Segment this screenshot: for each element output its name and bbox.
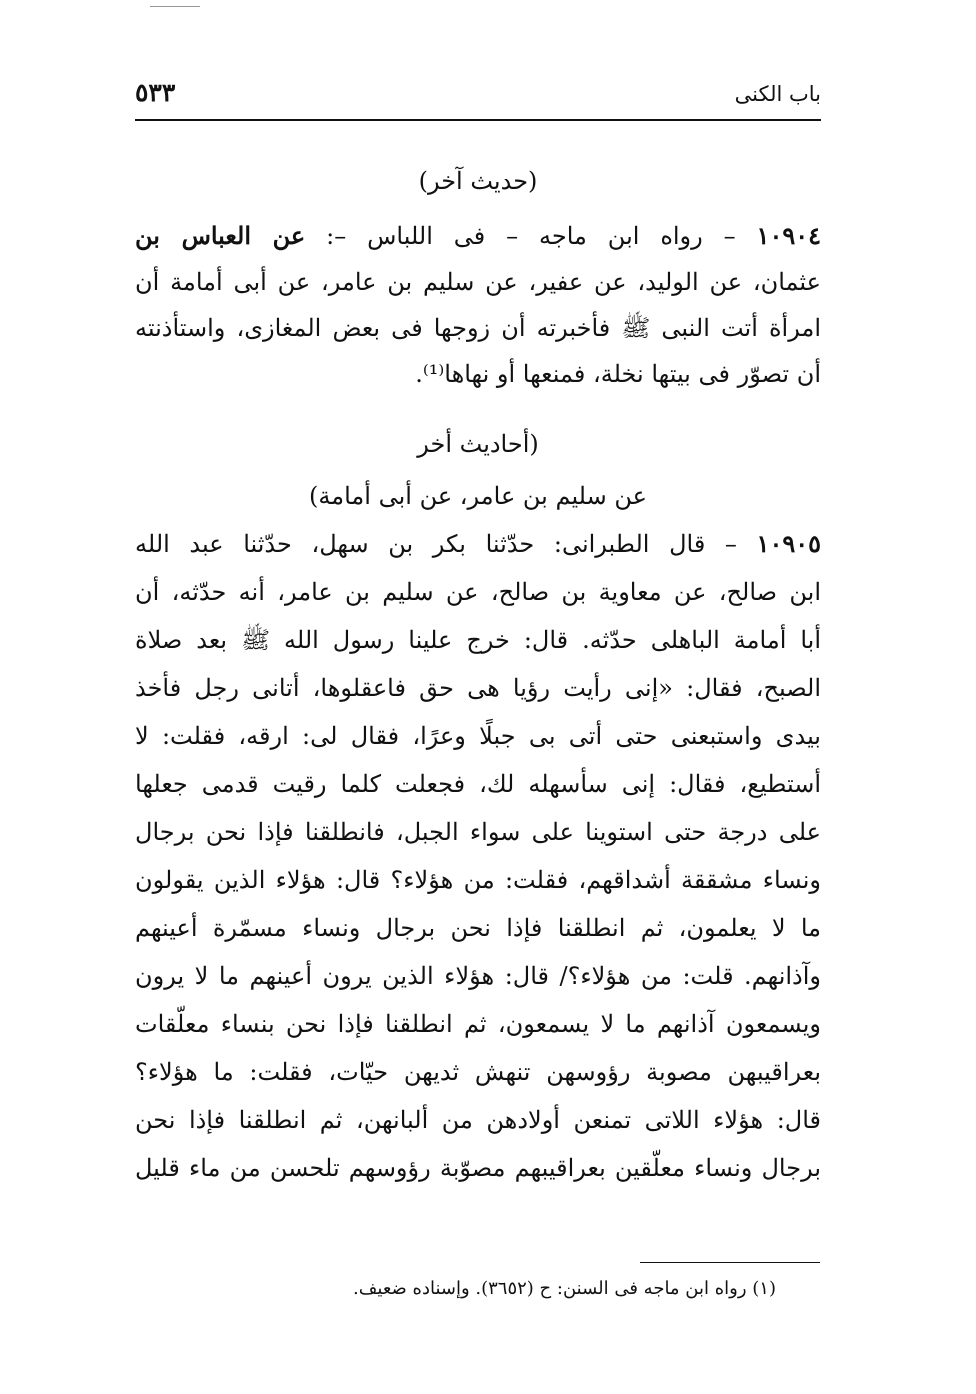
section-heading: (أحاديث أخر bbox=[417, 430, 539, 458]
hadith-number: ١٠٩٠٥ bbox=[756, 529, 821, 558]
text-line: قال: هؤلاء اللاتى تمنعن أولادهن من ألبانهن، ثم انطلقنا فإذا نحن bbox=[135, 1106, 821, 1134]
hadith-text-start: – قال الطبرانى: حدّثنا بكر بن سهل، حدّثنا عبد الله bbox=[135, 530, 737, 558]
text-line: الصبح، فقال: «إنى رأيت رؤيا هى حق فاعقلوها، أتانى رجل فأخذ bbox=[135, 674, 821, 702]
text-line: على درجة حتى استوينا على سواء الجبل، فانطلقنا فإذا نحن برجال bbox=[135, 818, 821, 846]
text-line: أن تصوّر فى بيتها نخلة، فمنعها أو نهاها⁽¹⁾. bbox=[415, 360, 821, 388]
running-title: باب الكنى bbox=[734, 82, 821, 106]
hadith-first-line bbox=[135, 524, 821, 564]
text-line: برجال ونساء معلّقين بعراقيبهم مصوّبة رؤوسهم تلحسن من ماء قليل bbox=[135, 1154, 821, 1182]
section-heading: (حديث آخر) bbox=[418, 167, 538, 195]
text-line: امرأة أتت النبى ﷺ فأخبرته أن زوجها فى بعض المغازى، واستأذنته bbox=[135, 314, 821, 342]
text-line: ابن صالح، عن معاوية بن صالح، عن سليم بن عامر، أنه حدّثه، أن bbox=[135, 578, 821, 606]
hadith-number: ١٠٩٠٤ bbox=[756, 221, 821, 250]
text-line: أبا أمامة الباهلى حدّثه. قال: خرج علينا رسول الله ﷺ بعد صلاة bbox=[135, 626, 821, 654]
hadith-first-line bbox=[135, 216, 821, 256]
text-line: ما لا يعلمون، ثم انطلقنا فإذا نحن برجال ونساء مسمّرة أعينهم bbox=[135, 914, 821, 942]
section-subheading: عن سليم بن عامر، عن أبى أمامة) bbox=[309, 482, 647, 510]
text-line: ويسمعون آذانهم ما لا يسمعون، ثم انطلقنا فإذا نحن بنساء معلّقات bbox=[135, 1010, 821, 1038]
footnote-rule bbox=[640, 1262, 820, 1263]
hadith-isnad-start: عن العباس بن bbox=[135, 221, 306, 250]
page-number: ٥٣٣ bbox=[135, 78, 176, 107]
text-line: عثمان، عن الوليد، عن عفير، عن سليم بن عامر، عن أبى أمامة أن bbox=[135, 268, 821, 296]
footnote: (١) رواه ابن ماجه فى السنن: ح (٣٦٥٢). وإسناده ضعيف. bbox=[353, 1278, 776, 1299]
text-line: ونساء مشققة أشداقهم، فقلت: من هؤلاء؟ قال: هؤلاء الذين يقولون bbox=[135, 866, 821, 894]
text-line: بيدى واستبعنى حتى أتى بى جبلًا وعرًا، فقال لى: ارقه، فقلت: لا bbox=[135, 722, 821, 750]
text-line: بعراقيبهن مصوبة رؤوسهن تنهش ثديهن حيّات، فقلت: ما هؤلاء؟ bbox=[135, 1058, 821, 1086]
hadith-source: – رواه ابن ماجه – فى اللباس –: bbox=[326, 222, 736, 250]
text-line: أستطيع، فقال: إنى سأسهله لك، فجعلت كلما رقيت قدمى جعلها bbox=[135, 770, 821, 798]
text-line: وآذانهم. قلت: من هؤلاء؟/ قال: هؤلاء الذين يرون أعينهم ما لا يرون bbox=[135, 962, 821, 990]
